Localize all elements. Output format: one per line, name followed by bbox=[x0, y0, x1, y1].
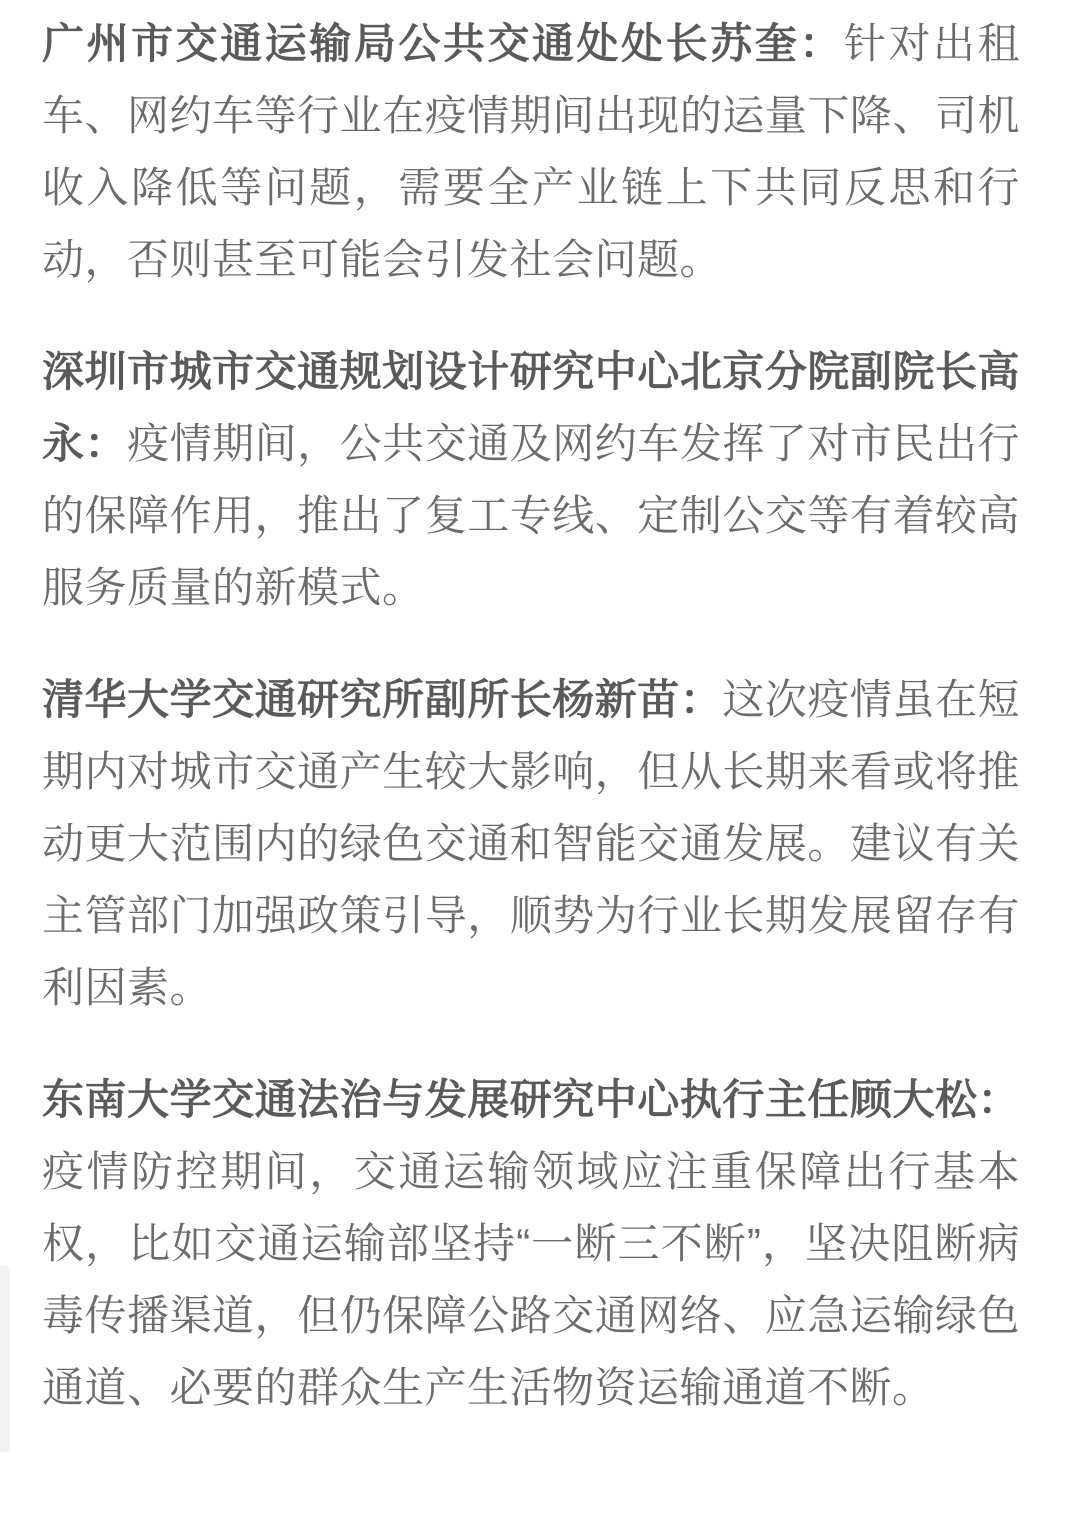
paragraph bbox=[42, 1064, 1020, 1424]
paragraph bbox=[42, 664, 1020, 1024]
scroll-indicator[interactable] bbox=[0, 1266, 10, 1452]
paragraph bbox=[42, 8, 1020, 296]
speaker-name: 东南大学交通法治与发展研究中心执行主任顾大松： bbox=[42, 1076, 1020, 1123]
speaker-name: 广州市交通运输局公共交通处处长苏奎： bbox=[42, 20, 844, 67]
paragraph-text: 疫情防控期间，交通运输领域应注重保障出行基本权，比如交通运输部坚持“一断三不断”，坚决阻断病毒传播渠道，但仍保障公路交通网络、应急运输绿色通道、必要的群众生产生活物资运输通道不断。 bbox=[42, 1148, 1020, 1411]
speaker-name: 深圳市城市交通规划设计研究中心北京分院副院长高永： bbox=[42, 348, 1020, 467]
paragraph-text: 针对出租车、网约车等行业在疫情期间出现的运量下降、司机收入降低等问题，需要全产业链上下共同反思和行动，否则甚至可能会引发社会问题。 bbox=[42, 20, 1020, 283]
paragraph bbox=[42, 336, 1020, 624]
paragraph-text: 疫情期间，公共交通及网约车发挥了对市民出行的保障作用，推出了复工专线、定制公交等有着较高服务质量的新模式。 bbox=[42, 420, 1020, 611]
paragraph-text: 这次疫情虽在短期内对城市交通产生较大影响，但从长期来看或将推动更大范围内的绿色交通和智能交通发展。建议有关主管部门加强政策引导，顺势为行业长期发展留存有利因素。 bbox=[42, 676, 1020, 1011]
speaker-name: 清华大学交通研究所副所长杨新苗： bbox=[42, 676, 723, 723]
article-body bbox=[0, 8, 1080, 1424]
